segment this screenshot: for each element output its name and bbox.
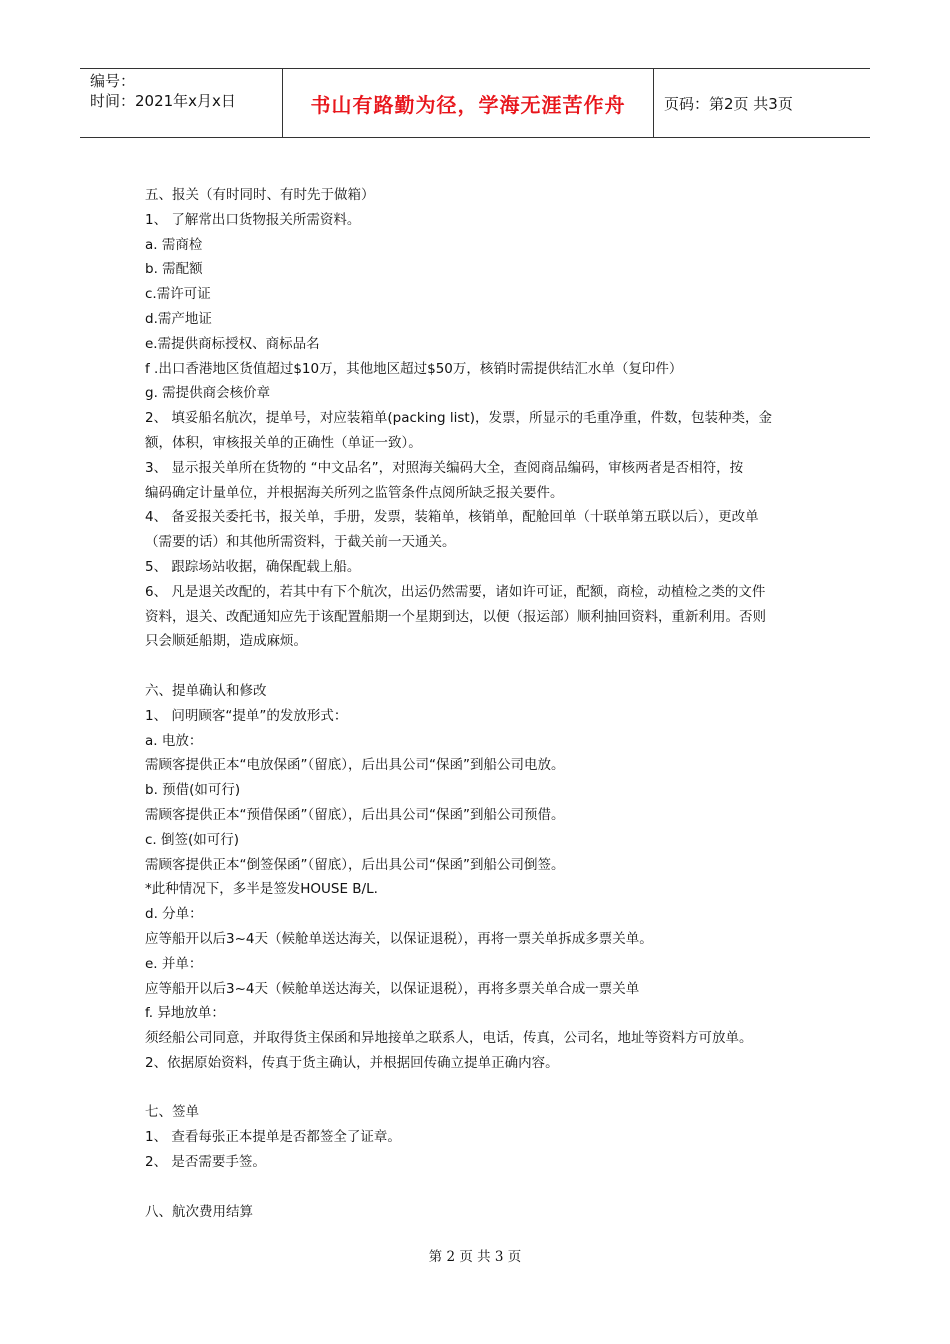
body-line: 4、 备妥报关委托书，报关单，手册，发票，装箱单，核销单，配舱回单（十联单第五联以后），更改单 [145,509,759,526]
page-footer: 第 2 页 共 3 页 [428,1249,522,1265]
body-line: 应等船开以后3~4天（候舱单送达海关，以保证退税），再将多票关单合成一票关单 [145,980,640,997]
body-line: 6、 凡是退关改配的，若其中有下个航次，出运仍然需要，诸如许可证，配额，商检，动植检之类的文件 [145,583,766,600]
body-line: 编码确定计量单位，并根据海关所列之监管条件点阅所缺乏报关要件。 [145,484,564,501]
body-line: 2、依据原始资料，传真于货主确认，并根据回传确立提单正确内容。 [145,1054,559,1071]
body-line: 六、提单确认和修改 [145,682,267,699]
body-line: 须经船公司同意，并取得货主保函和异地接单之联系人，电话，传真，公司名，地址等资料方可放单。 [145,1030,753,1047]
body-line: d. 分单： [145,906,203,923]
body-line: 1、 查看每张正本提单是否都签全了证章。 [145,1129,401,1146]
body-line: （需要的话）和其他所需资料，于截关前一天通关。 [145,534,456,551]
body-line: b. 预借(如可行) [145,782,241,799]
header-page-info: 页码：第2页 共3页 [664,94,793,113]
body-line: 资料，退关、改配通知应先于该配置船期一个星期到达，以便（报运部）顺利抽回资料，重新利用。否则 [145,608,766,625]
body-line: 额，体积，审核报关单的正确性（单证一致）。 [145,434,422,451]
body-line: 需顾客提供正本“电放保函”（留底），后出具公司“保函”到船公司电放。 [145,757,565,774]
body-line: d.需产地证 [145,310,212,327]
paragraph-gap [145,1175,810,1200]
body-line: 2、 是否需要手签。 [145,1154,266,1171]
body-line: b. 需配额 [145,261,203,278]
body-line: g. 需提供商会核价章 [145,385,271,402]
body-line: 3、 显示报关单所在货物的 “中文品名”，对照海关编码大全，查阅商品编码，审核两者是否相符，按 [145,459,744,476]
body-line: a. 电放： [145,732,203,749]
body-line: 2、 填妥船名航次，提单号，对应装箱单(packing list)，发票，所显示的毛重净重，件数，包装种类，金 [145,410,772,427]
body-line: e.需提供商标授权、商标品名 [145,335,320,352]
body-line: c. 倒签(如可行) [145,831,240,848]
document-time-label: 时间：2021年x月x日 [90,92,236,110]
body-line: 应等船开以后3~4天（候舱单送达海关，以保证退税），再将一票关单拆成多票关单。 [145,930,653,947]
paragraph-gap [145,1076,810,1101]
body-line: 只会顺延船期，造成麻烦。 [145,633,307,650]
header-meta [80,69,282,137]
paragraph-gap [145,654,810,679]
body-line: c.需许可证 [145,286,211,303]
body-line: 1、 了解常出口货物报关所需资料。 [145,211,361,228]
body-line: 需顾客提供正本“预借保函”（留底），后出具公司“保函”到船公司预借。 [145,806,565,823]
document-number-label: 编号： [90,72,136,90]
body-line: *此种情况下，多半是签发HOUSE B/L. [145,881,378,898]
body-line: 1、 问明顾客“提单”的发放形式： [145,707,348,724]
body-line: f .出口香港地区货值超过$10万，其他地区超过$50万，核销时需提供结汇水单（复印件） [145,360,683,377]
body-line: 八、航次费用结算 [145,1203,253,1220]
body-line: a. 需商检 [145,236,203,253]
body-line: 五、报关（有时同时、有时先于做箱） [145,187,375,203]
body-line: 5、 跟踪场站收据，确保配载上船。 [145,558,361,575]
body-line: e. 并单： [145,955,203,972]
body-line: 需顾客提供正本“倒签保函”（留底），后出具公司“保函”到船公司倒签。 [145,856,565,873]
page-header [80,68,870,138]
body-line: 七、签单 [145,1104,199,1121]
document-body [145,183,810,1224]
header-motto: 书山有路勤为径，学海无涯苦作舟 [282,69,654,137]
body-line: f. 异地放单： [145,1005,225,1022]
